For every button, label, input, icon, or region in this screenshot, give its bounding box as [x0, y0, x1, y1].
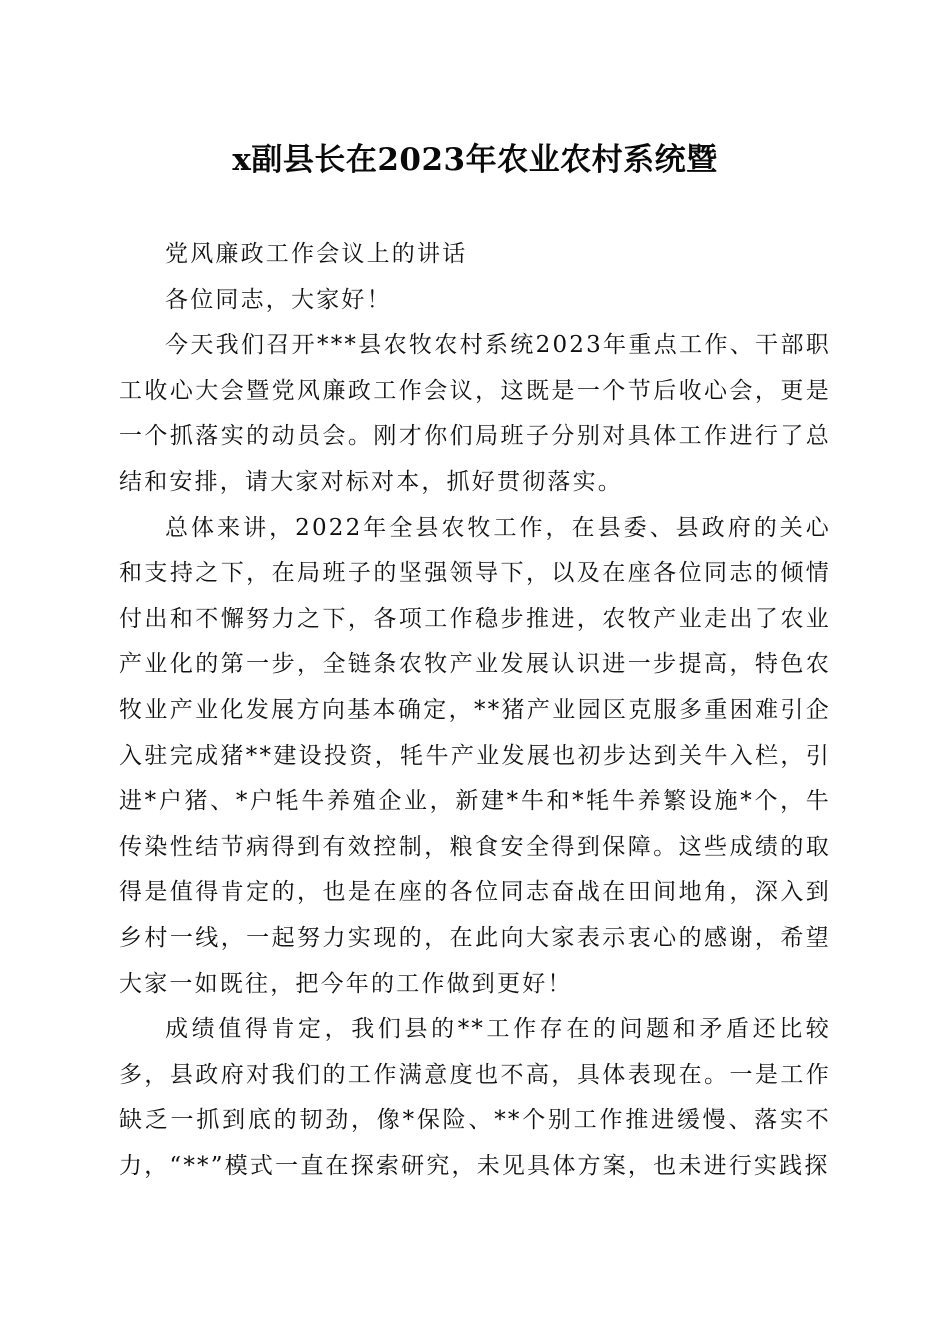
paragraph-3: 成绩值得肯定，我们县的**工作存在的问题和矛盾还比较多，县政府对我们的工作满意度也不高，具体表现在。一是工作缺乏一抓到底的韧劲，像*保险、**个别工作推进缓慢、落实不力，“**”模式一直在探索研究，未见具体方案，也未进行实践探 [119, 1016, 831, 1179]
paragraph-2: 总体来讲，2022年全县农牧工作，在县委、县政府的关心和支持之下，在局班子的坚强领导下，以及在座各位同志的倾情付出和不懈努力之下，各项工作稳步推进，农牧产业走出了农业产业化的第一步，全链条农牧产业发展认识进一步提高，特色农牧业产业化发展方向基本确定，**猪产业园区克服多重困难引企入驻完成猪**建设投资，牦牛产业发展也初步达到关牛入栏，引进*户猪、*户牦牛养殖企业，新建*牛和*牦牛养繁设施*个，牛传染性结节病得到有效控制，粮食安全得到保障。这些成绩的取得是值得肯定的，也是在座的各位同志奋战在田间地角，深入到乡村一线，一起努力实现的，在此向大家表示衷心的感谢，希望大家一如既往，把今年的工作做到更好！ [119, 514, 831, 997]
document-body [119, 232, 831, 1189]
subtitle-line: 党风廉政工作会议上的讲话 [165, 241, 468, 267]
document-title: x副县长在2023年农业农村系统暨 [232, 142, 718, 178]
greeting-line: 各位同志，大家好！ [165, 286, 392, 313]
paragraph-1: 今天我们召开***县农牧农村系统2023年重点工作、干部职工收心大会暨党风廉政工作会议，这既是一个节后收心会，更是一个抓落实的动员会。刚才你们局班子分别对具体工作进行了总结和安排，请大家对标对本，抓好贯彻落实。 [119, 332, 831, 495]
